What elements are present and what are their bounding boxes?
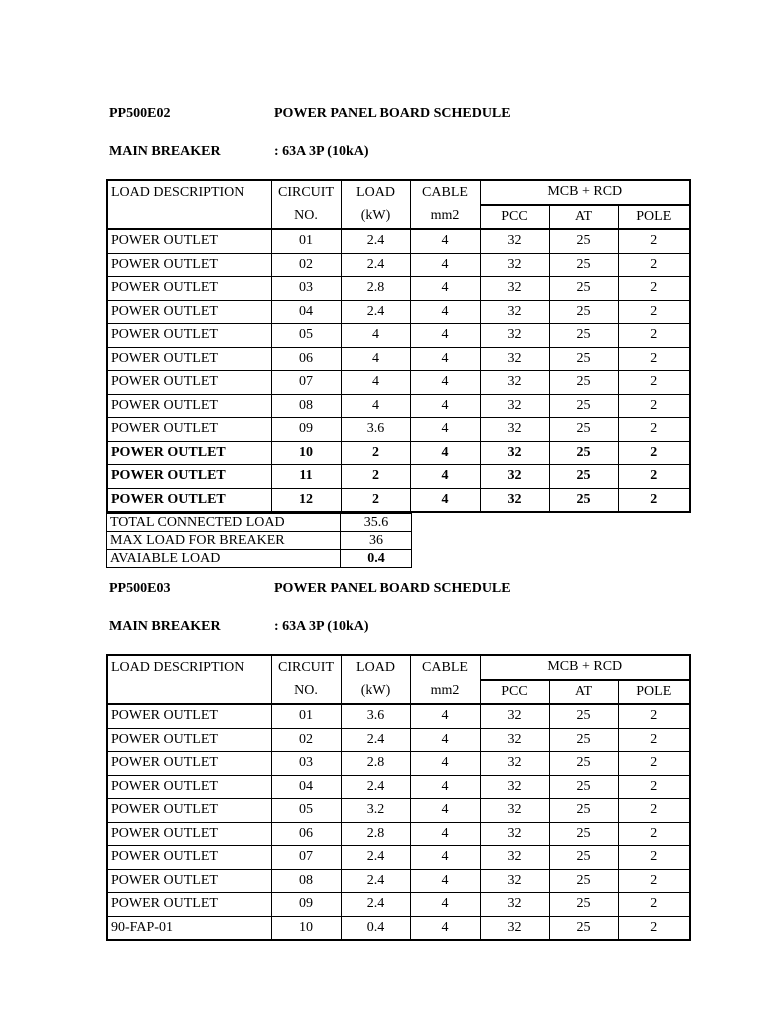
cell-pole: 2: [618, 775, 690, 799]
cell-load-description: POWER OUTLET: [107, 822, 271, 846]
cell-circuit-no: 09: [271, 418, 341, 442]
cell-load: 2.4: [341, 893, 410, 917]
cell-load: 2.4: [341, 728, 410, 752]
cell-pole: 2: [618, 277, 690, 301]
cell-load: 2.4: [341, 300, 410, 324]
cell-at: 25: [549, 253, 618, 277]
cell-pcc: 32: [480, 799, 549, 823]
cell-cable: 4: [410, 347, 480, 371]
col-pcc: PCC: [480, 205, 549, 230]
cell-pole: 2: [618, 253, 690, 277]
cell-cable: 4: [410, 371, 480, 395]
cell-pole: 2: [618, 704, 690, 728]
summary-row: [107, 550, 412, 568]
cell-load-description: POWER OUTLET: [107, 324, 271, 348]
col-mcb-rcd: MCB + RCD: [480, 655, 690, 680]
cell-at: 25: [549, 394, 618, 418]
table-row: [107, 916, 690, 940]
cell-load-description: POWER OUTLET: [107, 893, 271, 917]
cell-at: 25: [549, 371, 618, 395]
cell-at: 25: [549, 488, 618, 512]
main-breaker-line: [106, 619, 690, 639]
cell-circuit-no: 05: [271, 799, 341, 823]
col-pole: POLE: [618, 680, 690, 705]
cell-cable: 4: [410, 300, 480, 324]
cell-circuit-no: 02: [271, 253, 341, 277]
table-row: [107, 441, 690, 465]
cell-pole: 2: [618, 465, 690, 489]
cell-load-description: 90-FAP-01: [107, 916, 271, 940]
cell-cable: 4: [410, 441, 480, 465]
cell-at: 25: [549, 704, 618, 728]
cell-cable: 4: [410, 324, 480, 348]
cell-circuit-no: 08: [271, 869, 341, 893]
cell-pcc: 32: [480, 916, 549, 940]
cell-cable: 4: [410, 418, 480, 442]
cell-load: 2.8: [341, 752, 410, 776]
cell-pcc: 32: [480, 229, 549, 253]
table-row: [107, 846, 690, 870]
cell-load-description: POWER OUTLET: [107, 752, 271, 776]
cell-pcc: 32: [480, 277, 549, 301]
table-row: [107, 728, 690, 752]
cell-load-description: POWER OUTLET: [107, 799, 271, 823]
table-row: [107, 775, 690, 799]
table-row: [107, 394, 690, 418]
cell-at: 25: [549, 277, 618, 301]
cell-circuit-no: 04: [271, 300, 341, 324]
cell-pcc: 32: [480, 394, 549, 418]
col-load-description-blank: [107, 680, 271, 705]
cell-circuit-no: 01: [271, 704, 341, 728]
header-row: [107, 180, 690, 205]
cell-at: 25: [549, 893, 618, 917]
header-row: [107, 655, 690, 680]
cell-pcc: 32: [480, 846, 549, 870]
cell-pole: 2: [618, 488, 690, 512]
cell-cable: 4: [410, 253, 480, 277]
header-row-units: [107, 680, 690, 705]
cell-cable: 4: [410, 277, 480, 301]
schedule-header: [106, 581, 690, 601]
cell-pcc: 32: [480, 822, 549, 846]
cell-load: 2.4: [341, 869, 410, 893]
table-row: [107, 752, 690, 776]
col-cable-unit: mm2: [410, 205, 480, 230]
cell-pcc: 32: [480, 704, 549, 728]
cell-at: 25: [549, 300, 618, 324]
cell-load-description: POWER OUTLET: [107, 418, 271, 442]
col-circuit-no: NO.: [271, 680, 341, 705]
cell-pole: 2: [618, 728, 690, 752]
cell-pcc: 32: [480, 488, 549, 512]
cell-load: 4: [341, 347, 410, 371]
cell-load-description: POWER OUTLET: [107, 229, 271, 253]
col-cable-unit: mm2: [410, 680, 480, 705]
cell-at: 25: [549, 728, 618, 752]
main-breaker-value: : 63A 3P (10kA): [274, 619, 369, 634]
col-load-description: LOAD DESCRIPTION: [107, 180, 271, 205]
circuit-table: [106, 654, 691, 941]
summary-label: TOTAL CONNECTED LOAD: [107, 514, 341, 532]
cell-pole: 2: [618, 916, 690, 940]
schedule-pp500e02: [106, 106, 690, 568]
summary-row: [107, 514, 412, 532]
cell-pole: 2: [618, 869, 690, 893]
cell-pcc: 32: [480, 371, 549, 395]
circuit-table-body: [107, 655, 690, 940]
cell-load-description: POWER OUTLET: [107, 277, 271, 301]
summary-value: 36: [341, 532, 412, 550]
cell-load-description: POWER OUTLET: [107, 869, 271, 893]
col-load-description: LOAD DESCRIPTION: [107, 655, 271, 680]
table-row: [107, 799, 690, 823]
cell-load-description: POWER OUTLET: [107, 371, 271, 395]
cell-load: 2: [341, 488, 410, 512]
col-pcc: PCC: [480, 680, 549, 705]
col-load-description-blank: [107, 205, 271, 230]
cell-load-description: POWER OUTLET: [107, 728, 271, 752]
cell-pcc: 32: [480, 752, 549, 776]
cell-load: 2.4: [341, 846, 410, 870]
cell-at: 25: [549, 441, 618, 465]
cell-pole: 2: [618, 300, 690, 324]
cell-cable: 4: [410, 869, 480, 893]
col-cable: CABLE: [410, 655, 480, 680]
cell-load: 4: [341, 324, 410, 348]
table-row: [107, 704, 690, 728]
header-row-units: [107, 205, 690, 230]
cell-cable: 4: [410, 752, 480, 776]
cell-at: 25: [549, 916, 618, 940]
table-row: [107, 488, 690, 512]
cell-at: 25: [549, 752, 618, 776]
cell-load: 2.8: [341, 277, 410, 301]
cell-pcc: 32: [480, 869, 549, 893]
table-row: [107, 822, 690, 846]
col-load: LOAD: [341, 655, 410, 680]
cell-pole: 2: [618, 324, 690, 348]
table-row: [107, 300, 690, 324]
table-row: [107, 253, 690, 277]
cell-pole: 2: [618, 394, 690, 418]
cell-pcc: 32: [480, 300, 549, 324]
cell-cable: 4: [410, 822, 480, 846]
cell-pole: 2: [618, 822, 690, 846]
cell-pole: 2: [618, 441, 690, 465]
cell-at: 25: [549, 822, 618, 846]
main-breaker-label: MAIN BREAKER: [109, 144, 221, 159]
cell-load-description: POWER OUTLET: [107, 253, 271, 277]
cell-at: 25: [549, 869, 618, 893]
cell-pcc: 32: [480, 441, 549, 465]
cell-circuit-no: 02: [271, 728, 341, 752]
col-load: LOAD: [341, 180, 410, 205]
cell-circuit-no: 07: [271, 371, 341, 395]
circuit-table: [106, 179, 691, 513]
cell-circuit-no: 05: [271, 324, 341, 348]
cell-circuit-no: 12: [271, 488, 341, 512]
cell-pcc: 32: [480, 728, 549, 752]
cell-circuit-no: 01: [271, 229, 341, 253]
schedule-title: POWER PANEL BOARD SCHEDULE: [274, 581, 511, 596]
cell-circuit-no: 08: [271, 394, 341, 418]
cell-pole: 2: [618, 846, 690, 870]
cell-pcc: 32: [480, 253, 549, 277]
cell-load: 3.6: [341, 704, 410, 728]
cell-load: 2: [341, 441, 410, 465]
col-pole: POLE: [618, 205, 690, 230]
col-circuit-no: NO.: [271, 205, 341, 230]
schedule-header: [106, 106, 690, 126]
cell-cable: 4: [410, 488, 480, 512]
table-row: [107, 229, 690, 253]
panel-id: PP500E03: [109, 581, 171, 596]
main-breaker-label: MAIN BREAKER: [109, 619, 221, 634]
cell-at: 25: [549, 799, 618, 823]
cell-load: 2.4: [341, 253, 410, 277]
cell-circuit-no: 07: [271, 846, 341, 870]
cell-cable: 4: [410, 893, 480, 917]
table-row: [107, 324, 690, 348]
cell-circuit-no: 03: [271, 752, 341, 776]
cell-cable: 4: [410, 728, 480, 752]
cell-load: 3.2: [341, 799, 410, 823]
summary-value: 0.4: [341, 550, 412, 568]
cell-circuit-no: 04: [271, 775, 341, 799]
panel-id: PP500E02: [109, 106, 171, 121]
cell-load-description: POWER OUTLET: [107, 488, 271, 512]
cell-pcc: 32: [480, 775, 549, 799]
col-load-unit: (kW): [341, 680, 410, 705]
cell-at: 25: [549, 347, 618, 371]
table-row: [107, 418, 690, 442]
col-circuit: CIRCUIT: [271, 655, 341, 680]
cell-load: 0.4: [341, 916, 410, 940]
cell-load-description: POWER OUTLET: [107, 846, 271, 870]
main-breaker-line: [106, 144, 690, 164]
col-cable: CABLE: [410, 180, 480, 205]
col-load-unit: (kW): [341, 205, 410, 230]
cell-pole: 2: [618, 752, 690, 776]
cell-cable: 4: [410, 465, 480, 489]
cell-cable: 4: [410, 846, 480, 870]
cell-cable: 4: [410, 394, 480, 418]
cell-pole: 2: [618, 418, 690, 442]
cell-at: 25: [549, 418, 618, 442]
cell-load: 3.6: [341, 418, 410, 442]
cell-circuit-no: 10: [271, 916, 341, 940]
summary-table-body: [107, 514, 412, 568]
cell-load-description: POWER OUTLET: [107, 300, 271, 324]
cell-load-description: POWER OUTLET: [107, 347, 271, 371]
cell-circuit-no: 06: [271, 822, 341, 846]
summary-value: 35.6: [341, 514, 412, 532]
cell-pole: 2: [618, 799, 690, 823]
summary-table: [106, 513, 412, 568]
cell-pole: 2: [618, 893, 690, 917]
cell-at: 25: [549, 775, 618, 799]
table-row: [107, 371, 690, 395]
cell-load-description: POWER OUTLET: [107, 775, 271, 799]
cell-pcc: 32: [480, 418, 549, 442]
cell-circuit-no: 10: [271, 441, 341, 465]
table-row: [107, 465, 690, 489]
col-circuit: CIRCUIT: [271, 180, 341, 205]
cell-load: 4: [341, 394, 410, 418]
cell-load-description: POWER OUTLET: [107, 704, 271, 728]
cell-load: 4: [341, 371, 410, 395]
cell-circuit-no: 09: [271, 893, 341, 917]
col-at: AT: [549, 680, 618, 705]
cell-cable: 4: [410, 704, 480, 728]
summary-label: MAX LOAD FOR BREAKER: [107, 532, 341, 550]
main-breaker-value: : 63A 3P (10kA): [274, 144, 369, 159]
cell-pole: 2: [618, 229, 690, 253]
cell-circuit-no: 11: [271, 465, 341, 489]
cell-circuit-no: 03: [271, 277, 341, 301]
schedule-pp500e03: [106, 581, 690, 941]
cell-at: 25: [549, 846, 618, 870]
col-mcb-rcd: MCB + RCD: [480, 180, 690, 205]
cell-at: 25: [549, 465, 618, 489]
cell-pcc: 32: [480, 324, 549, 348]
cell-load-description: POWER OUTLET: [107, 441, 271, 465]
cell-pcc: 32: [480, 893, 549, 917]
circuit-table-body: [107, 180, 690, 512]
cell-pcc: 32: [480, 347, 549, 371]
cell-pole: 2: [618, 371, 690, 395]
col-at: AT: [549, 205, 618, 230]
cell-cable: 4: [410, 916, 480, 940]
cell-cable: 4: [410, 229, 480, 253]
cell-load-description: POWER OUTLET: [107, 465, 271, 489]
table-row: [107, 277, 690, 301]
cell-load: 2.4: [341, 229, 410, 253]
table-row: [107, 869, 690, 893]
cell-pole: 2: [618, 347, 690, 371]
summary-label: AVAIABLE LOAD: [107, 550, 341, 568]
table-row: [107, 893, 690, 917]
cell-load: 2: [341, 465, 410, 489]
cell-cable: 4: [410, 775, 480, 799]
cell-load-description: POWER OUTLET: [107, 394, 271, 418]
cell-load: 2.4: [341, 775, 410, 799]
summary-row: [107, 532, 412, 550]
cell-circuit-no: 06: [271, 347, 341, 371]
cell-at: 25: [549, 229, 618, 253]
cell-load: 2.8: [341, 822, 410, 846]
cell-cable: 4: [410, 799, 480, 823]
cell-at: 25: [549, 324, 618, 348]
table-row: [107, 347, 690, 371]
cell-pcc: 32: [480, 465, 549, 489]
schedule-title: POWER PANEL BOARD SCHEDULE: [274, 106, 511, 121]
